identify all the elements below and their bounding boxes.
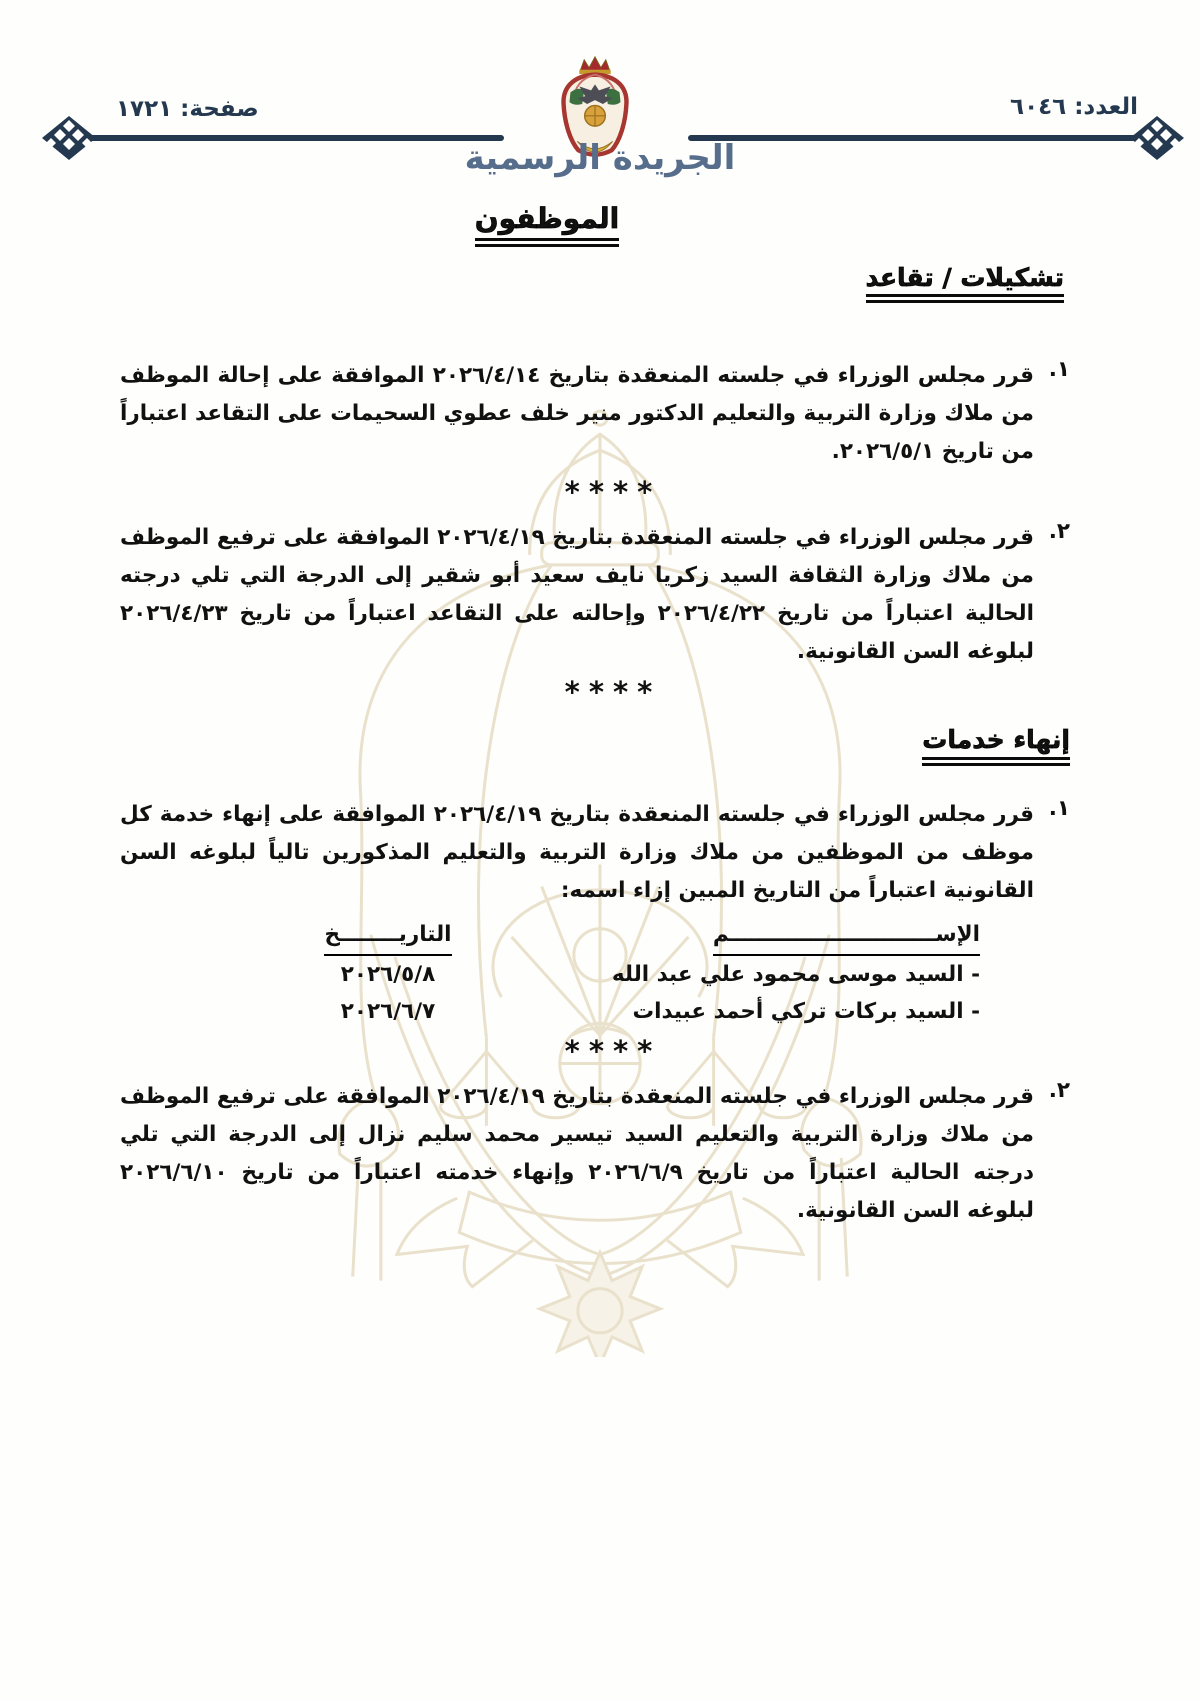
item-text: قرر مجلس الوزراء في جلسته المنعقدة بتاريخ ٢٠٢٦/٤/١٩ الموافقة على ترفيع الموظف من ملاك وزارة الثقافة السيد زكريا نايف سعيد أبو شقير إلى الدرجة التي تلي درجته الحالية اعتباراً من تاريخ ٢٠٢٦/٤/٢٢ وإحالته على التقاعد اعتباراً من تاريخ ٢٠٢٦/٤/٢٣ لبلوغه السن القانونية. [120, 525, 1034, 664]
item-number: ١. [1048, 357, 1070, 382]
termination-date: ٢٠٢٦/٦/٧ [340, 998, 436, 1024]
item-text: قرر مجلس الوزراء في جلسته المنعقدة بتاريخ ٢٠٢٦/٤/١٩ الموافقة على إنهاء خدمة كل موظف من الموظفين من ملاك وزارة التربية والتعليم المذكورين تالياً لبلوغه السن القانونية اعتباراً من التاريخ المبين إزاء اسمه: [120, 801, 1034, 903]
page-content [120, 196, 1070, 1236]
item-number: ١. [1048, 795, 1070, 821]
employee-name: - السيد بركات تركي أحمد عبيدات [632, 998, 980, 1024]
issue-number-label: العدد: ٦٠٤٦ [1010, 94, 1138, 120]
asterisk-separator: **** [564, 675, 662, 709]
item-text: قرر مجلس الوزراء في جلسته المنعقدة بتاريخ ٢٠٢٦/٤/١٩ الموافقة على ترفيع الموظف من ملاك وزارة التربية والتعليم السيد تيسير محمد سليم نزال إلى الدرجة التي تلي درجته الحالية اعتباراً من تاريخ ٢٠٢٦/٦/٩ وإنهاء خدمته اعتباراً من تاريخ ٢٠٢٦/٦/١٠ لبلوغه السن القانونية. [120, 1083, 1034, 1223]
item-number: ٢. [1048, 519, 1070, 544]
decree-item-retirement-2 [120, 519, 1070, 671]
table-row [300, 956, 980, 993]
date-column-header: التاريــــــــخ [300, 916, 476, 956]
name-column-header: الإســــــــــــــــــــــــــــم [476, 916, 980, 956]
decree-item-termination-1 [120, 796, 1070, 910]
asterisk-separator: **** [564, 1033, 662, 1068]
decree-item-retirement-1 [120, 357, 1070, 471]
gazette-title: الجريدة الرسمية [464, 138, 736, 178]
table-header-row [300, 916, 980, 956]
table-row [300, 993, 980, 1030]
employee-name: - السيد موسى محمود علي عبد الله [611, 961, 980, 987]
section-heading-service-termination: إنهاء خدمات [120, 725, 1070, 766]
names-dates-table [300, 916, 980, 1030]
decree-item-termination-2 [120, 1078, 1070, 1230]
main-heading-employees: الموظفون [120, 202, 1070, 247]
asterisk-separator: **** [564, 475, 662, 509]
item-number: ٢. [1048, 1077, 1070, 1103]
termination-date: ٢٠٢٦/٥/٨ [340, 961, 436, 987]
section-heading-formations-retirement: تشكيلات / تقاعد [120, 263, 1064, 304]
item-text: قرر مجلس الوزراء في جلسته المنعقدة بتاريخ ٢٠٢٦/٤/١٤ الموافقة على إحالة الموظف من ملاك وزارة التربية والتعليم الدكتور منير خلف عطوي السحيمات على التقاعد اعتباراً من تاريخ ٢٠٢٦/٥/١. [120, 363, 1034, 464]
page-number-label: صفحة: ١٧٢١ [116, 96, 259, 122]
